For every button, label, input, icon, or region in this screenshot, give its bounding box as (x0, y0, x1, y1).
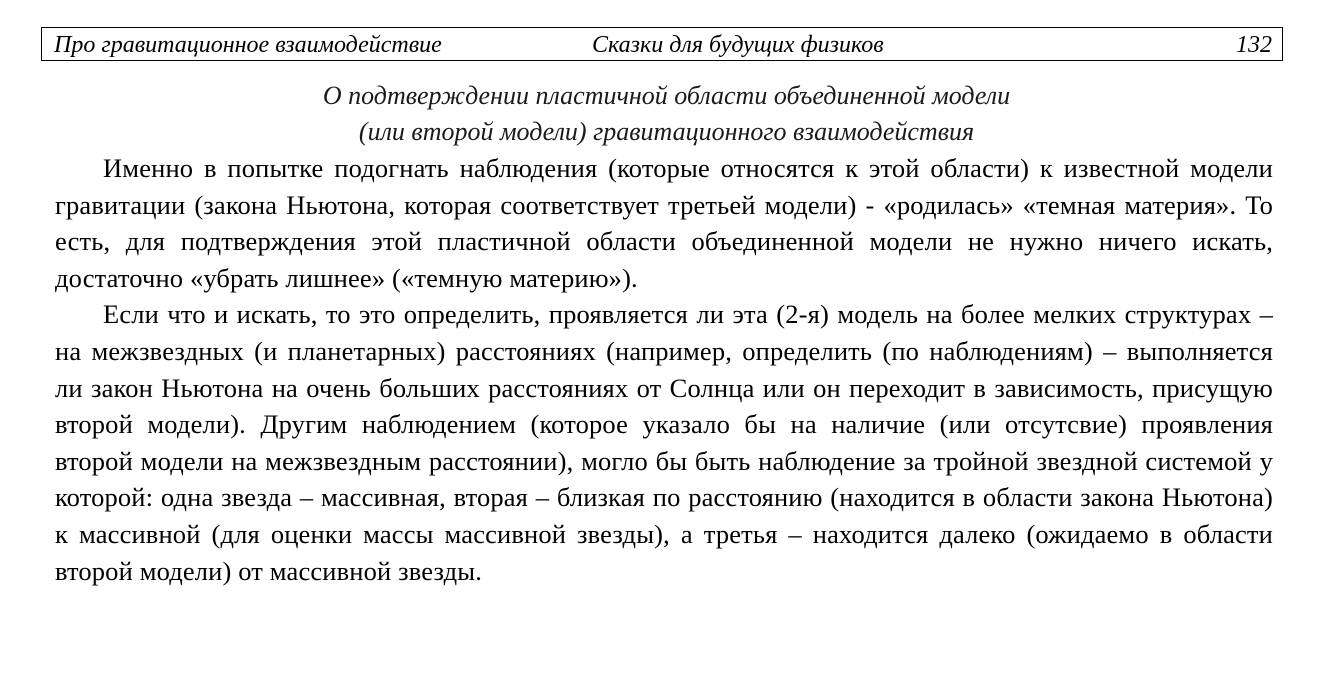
section-title-line-2: (или второй модели) гравитационного взаимодействия (358, 117, 975, 146)
header-section-title: Про гравитационное взаимодействие (54, 32, 442, 58)
paragraph-1: Именно в попытке подогнать наблюдения (которые относятся к этой области) к известной модели гравитации (закона Ньютона, которая соответствует третьей модели) - «родилась» «темная материя». То есть, для подтверждения этой пластичной области объединенной модели не нужно ничего искать, достаточно «убрать лишнее» («темную материю»). (55, 153, 1273, 293)
section-title-line-1: О подтверждении пластичной области объединенной модели (322, 81, 1011, 110)
running-header (41, 27, 1283, 61)
paragraph-2: Если что и искать, то это определить, проявляется ли эта (2-я) модель на более мелких структурах – на межзвездных (и планетарных) расстояниях (например, определить (по наблюдениям) – выполняется ли закон Ньютона на очень больших расстояниях от Солнца или он переходит в зависимость, присущую второй модели). Другим наблюдением (которое указало бы на наличие (или отсутсвие) проявления второй модели на межзвездным расстоянии), могло бы быть наблюдение за тройной звездной системой у которой: одна звезда – массивная, вторая – близкая по расстоянию (находится в области закона Ньютона) к массивной (для оценки массы массивной звезды), а третья – находится далеко (ожидаемо в области второй модели) от массивной звезды. (55, 299, 1273, 586)
body-text (55, 150, 1273, 589)
page-number: 132 (1236, 32, 1272, 58)
header-book-title: Сказки для будущих физиков (592, 32, 884, 58)
section-title (0, 78, 1333, 150)
